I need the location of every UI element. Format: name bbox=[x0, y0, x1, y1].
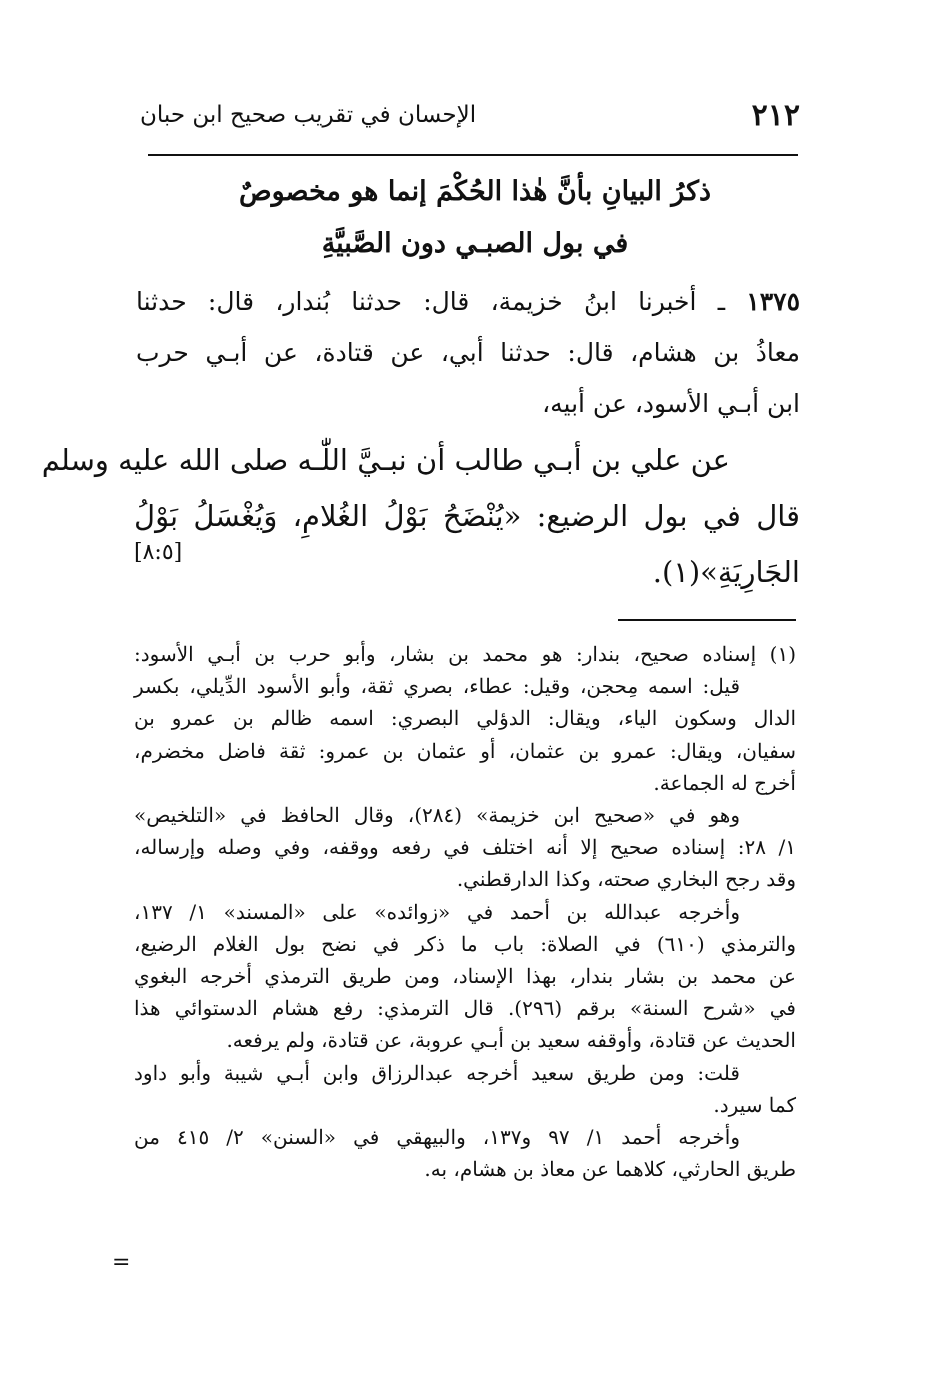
page-number: ٢١٢ bbox=[751, 98, 800, 133]
matn-block bbox=[41, 432, 800, 600]
chapter-heading-line: ذكرُ البيانِ بأنَّ هٰذا الحُكْمَ إنما هو مخصوصٌ bbox=[238, 176, 712, 207]
footnote-line: الدال وسكون الياء، ويقال: الدؤلي البصري: اسمه ظالم بن عمرو بن bbox=[134, 706, 796, 731]
footnotes bbox=[134, 638, 796, 1185]
footnote-line: وأخرجه عبدالله بن أحمد في «زوائده» على «المسند» ١/ ١٣٧، bbox=[134, 899, 740, 924]
footnote-line: قيل: اسمه مِحجن، وقيل: عطاء، بصري ثقة، وأبو الأسود الدِّيلي، بكسر bbox=[134, 674, 740, 699]
footnote-line: أخرج له الجماعة. bbox=[653, 770, 796, 795]
chapter-heading bbox=[150, 166, 800, 270]
footnote-line: والترمذي (٦١٠) في الصلاة: باب ما ذكر في نضح بول الغلام الرضيع، bbox=[134, 931, 796, 956]
footnote-line: طريق الحارثي، كلاهما عن معاذ بن هشام، به. bbox=[424, 1157, 796, 1182]
isnad-block bbox=[136, 276, 800, 429]
footnote-paragraph bbox=[134, 799, 796, 896]
reference-code: [٨:٥] bbox=[134, 540, 183, 565]
footnote-paragraph bbox=[134, 1121, 796, 1185]
footnote-paragraph bbox=[134, 896, 796, 1057]
footnote-line: عن محمد بن بشار بندار، بهذا الإسناد، ومن طريق الترمذي أخرجه البغوي bbox=[134, 964, 796, 989]
footnote-line: الحديث عن قتادة، وأوقفه سعيد بن أبـي عروبة، عن قتادة، ولم يرفعه. bbox=[226, 1028, 796, 1053]
footnote-line: وهو في «صحيح ابن خزيمة» (٢٨٤)، وقال الحافظ في «التلخيص» bbox=[134, 803, 741, 828]
footnote-line: سفيان، ويقال: عمرو بن عثمان، أو عثمان بن عمرو: ثقة فاضل مخضرم، bbox=[134, 738, 796, 763]
footnote-paragraph bbox=[134, 1057, 796, 1121]
isnad-line bbox=[136, 276, 800, 327]
footnote-paragraph bbox=[134, 638, 796, 799]
running-title: الإحسان في تقريب صحيح ابن حبان bbox=[140, 102, 477, 128]
footnote-line: (١) إسناده صحيح، بندار: هو محمد بن بشار، وأبو حرب بن أبـي الأسود: bbox=[134, 642, 796, 666]
hadith-number: ١٣٧٥ bbox=[746, 287, 800, 316]
isnad-text: ـ أخبرنا ابنُ خزيمة، قال: حدثنا بُندار، قال: حدثنا bbox=[136, 287, 726, 316]
running-header bbox=[140, 92, 800, 144]
matn-line: قال في بول الرضيع: «يُنْضَحُ بَوْلُ الغُلامِ، وَيُغْسَلُ بَوْلُ bbox=[134, 499, 800, 533]
footnote-line: ١/ ٢٨: إسناده صحيح إلا أنه اختلف في رفعه ووقفه، وفي وصله وإرساله، bbox=[134, 835, 796, 860]
footnote-line: كما سيرد. bbox=[713, 1092, 796, 1117]
chapter-heading-line: في بول الصبـي دون الصَّبيَّةِ bbox=[321, 228, 629, 259]
matn-line: الجَارِيَةِ»(١). bbox=[652, 555, 800, 589]
header-rule bbox=[148, 154, 798, 156]
footnote-rule bbox=[618, 619, 796, 621]
continuation-mark: = bbox=[112, 1250, 131, 1275]
isnad-line: معاذُ بن هشام، قال: حدثنا أبي، عن قتادة، عن أبـي حرب bbox=[136, 338, 800, 367]
footnote-line: وأخرجه أحمد ١/ ٩٧ و١٣٧، والبيهقي في «السنن» ٢/ ٤١٥ من bbox=[134, 1125, 740, 1150]
matn-line: عن علي بن أبـي طالب أن نبـيَّ اللّٰـه صلى الله عليه وسلم bbox=[41, 443, 730, 477]
footnote-line: وقد رجح البخاري صحته، وكذا الدارقطني. bbox=[456, 867, 796, 892]
footnote-line: قلت: ومن طريق سعيد أخرجه عبدالرزاق وابن أبـي شيبة وأبو داود bbox=[134, 1060, 740, 1085]
isnad-line: ابن أبـي الأسود، عن أبيه، bbox=[542, 389, 800, 418]
footnote-line: في «شرح السنة» برقم (٢٩٦). قال الترمذي: رفع هشام الدستوائي هذا bbox=[134, 996, 796, 1021]
